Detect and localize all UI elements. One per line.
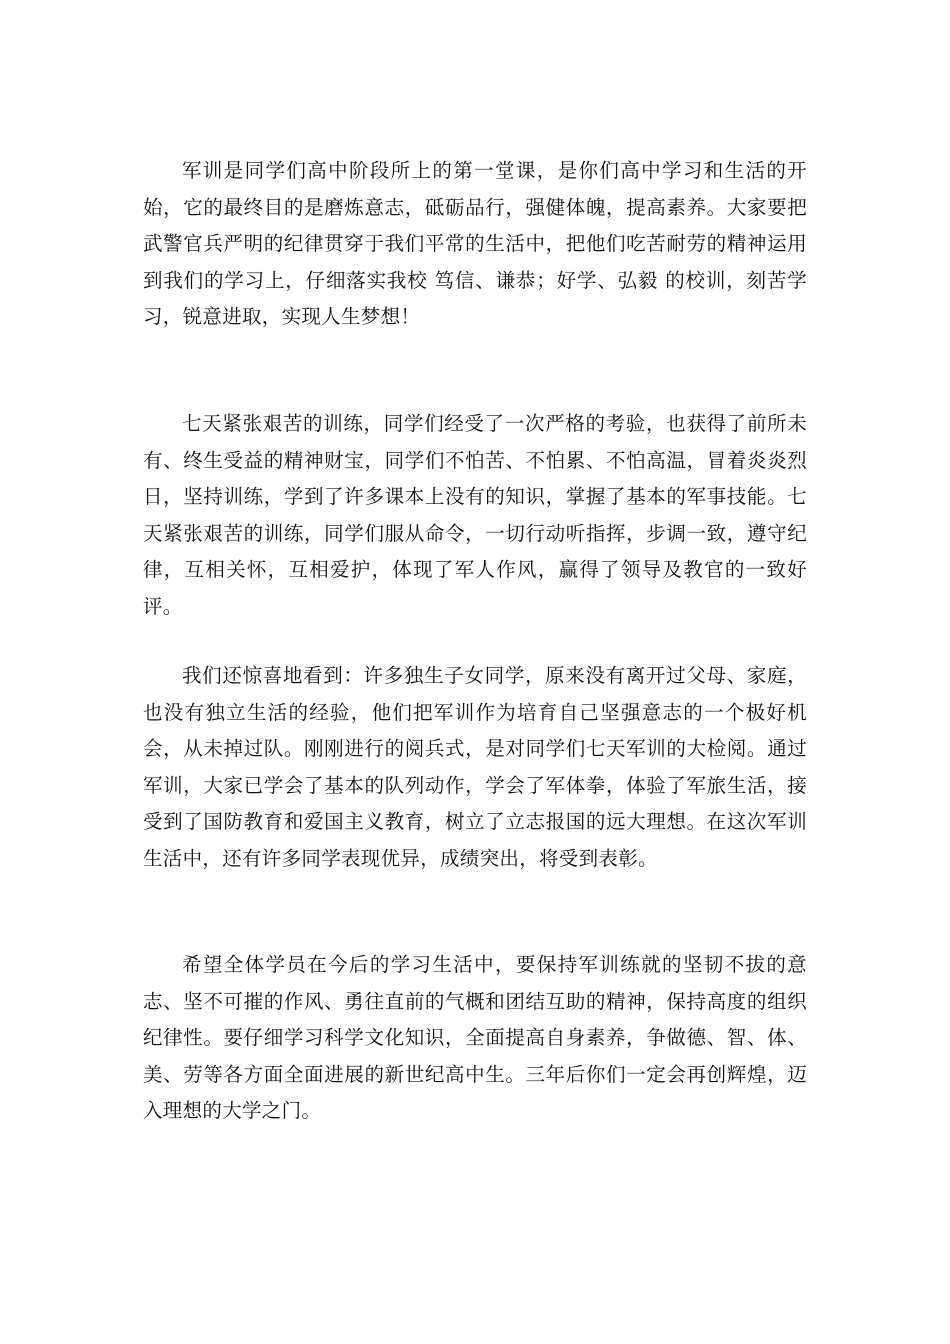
paragraph-4: 希望全体学员在今后的学习生活中，要保持军训练就的坚韧不拔的意志、坚不可摧的作风、勇往直前的气概和团结互助的精神，保持高度的组织纪律性。要仔细学习科学文化知识，全面提高自身素养，争做德、智、体、美、劳等各方面全面进展的新世纪高中生。三年后你们一定会再创辉煌，迈入理想的大学之门。: [143, 953, 807, 1122]
paragraph-3: 我们还惊喜地看到：许多独生子女同学，原来没有离开过父母、家庭，也没有独立生活的经验，他们把军训作为培育自己坚强意志的一个极好机会，从未掉过队。刚刚进行的阅兵式，是对同学们七天军训的大检阅。通过军训，大家已学会了基本的队列动作，学会了军体拳，体验了军旅生活，接受到了国防教育和爱国主义教育，树立了立志报国的远大理想。在这次军训生活中，还有许多同学表现优异，成绩突出，将受到表彰。: [143, 664, 807, 870]
paragraph-1: 军训是同学们高中阶段所上的第一堂课，是你们高中学习和生活的开始，它的最终目的是磨炼意志，砥砺品行，强健体魄，提高素养。大家要把武警官兵严明的纪律贯穿于我们平常的生活中，把他们吃苦耐劳的精神运用到我们的学习上，仔细落实我校 笃信、谦恭；好学、弘毅 的校训，刻苦学习，锐意进取，实现人生梦想！: [143, 159, 807, 328]
paragraph-2: 七天紧张艰苦的训练，同学们经受了一次严格的考验，也获得了前所未有、终生受益的精神财宝，同学们不怕苦、不怕累、不怕高温，冒着炎炎烈日，坚持训练，学到了许多课本上没有的知识，掌握了基本的军事技能。七天紧张艰苦的训练，同学们服从命令，一切行动听指挥，步调一致，遵守纪律，互相关怀，互相爱护，体现了军人作风，赢得了领导及教官的一致好评。: [143, 412, 807, 618]
